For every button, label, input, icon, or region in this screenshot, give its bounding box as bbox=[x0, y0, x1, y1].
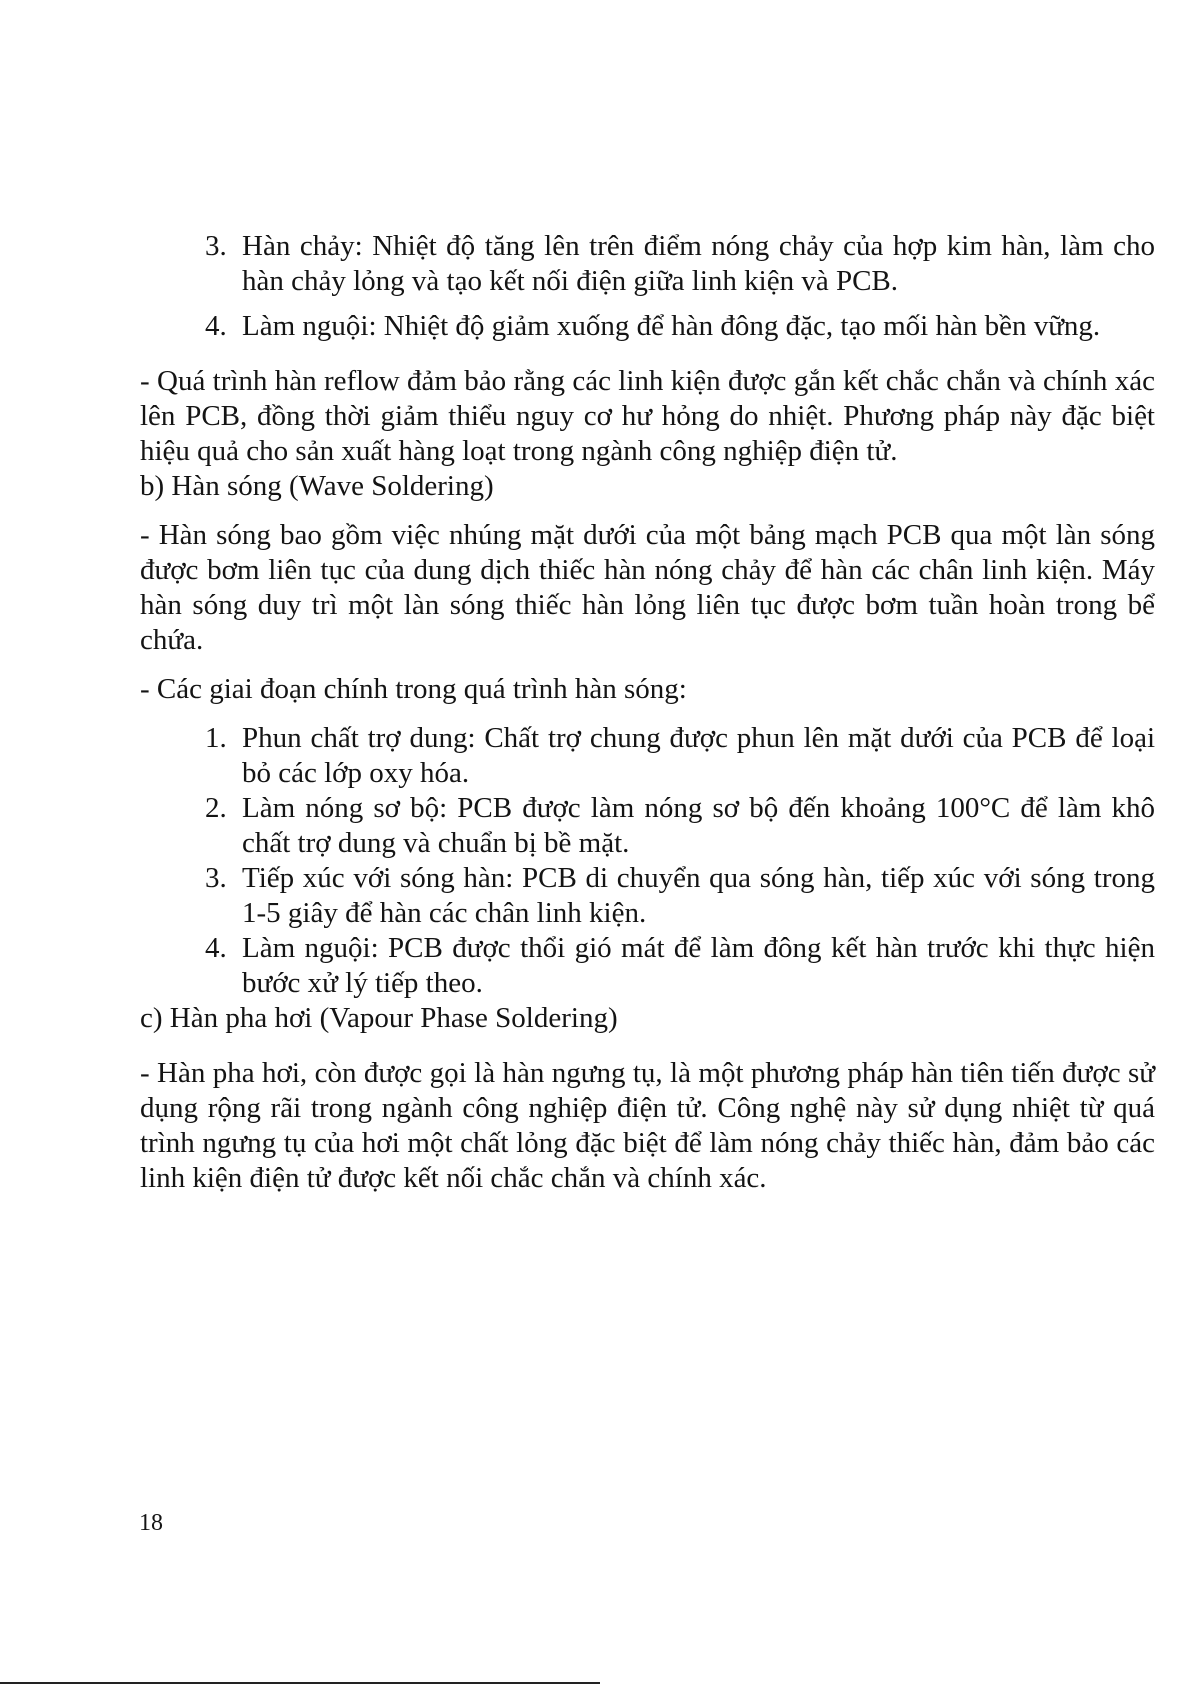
page-content bbox=[140, 229, 1155, 1196]
wave-soldering-heading: b) Hàn sóng (Wave Soldering) bbox=[140, 470, 494, 502]
list-number: 4. bbox=[205, 310, 227, 342]
list-item bbox=[140, 861, 1155, 931]
page-number: 18 bbox=[139, 1510, 163, 1536]
wave-intro-paragraph: - Hàn sóng bao gồm việc nhúng mặt dưới của một bảng mạch PCB qua một làn sóng được bơm liên tục của dung dịch thiếc hàn nóng chảy để hàn các chân linh kiện. Máy hàn sóng duy trì một làn sóng thiếc hàn lỏng liên tục được bơm tuần hoàn trong bể chứa. bbox=[140, 519, 1155, 656]
wave-steps-list bbox=[140, 721, 1155, 1001]
vapour-phase-heading: c) Hàn pha hơi (Vapour Phase Soldering) bbox=[140, 1002, 618, 1034]
list-number: 1. bbox=[205, 722, 227, 754]
list-number: 3. bbox=[205, 862, 227, 894]
list-number: 3. bbox=[205, 230, 227, 262]
list-number: 4. bbox=[205, 932, 227, 964]
list-text: Làm nguội: PCB được thổi gió mát để làm đông kết hàn trước khi thực hiện bước xử lý tiếp theo. bbox=[242, 932, 1155, 999]
list-number: 2. bbox=[205, 792, 227, 824]
bottom-divider bbox=[0, 1682, 600, 1684]
reflow-summary-paragraph: - Quá trình hàn reflow đảm bảo rằng các linh kiện được gắn kết chắc chắn và chính xác lên PCB, đồng thời giảm thiểu nguy cơ hư hỏng do nhiệt. Phương pháp này đặc biệt hiệu quả cho sản xuất hàng loạt trong ngành công nghiệp điện tử. bbox=[140, 365, 1155, 467]
list-text: Làm nóng sơ bộ: PCB được làm nóng sơ bộ đến khoảng 100°C để làm khô chất trợ dung và chuẩn bị bề mặt. bbox=[242, 792, 1155, 859]
list-item bbox=[140, 229, 1155, 299]
list-item bbox=[140, 309, 1155, 344]
vapour-intro-paragraph: - Hàn pha hơi, còn được gọi là hàn ngưng tụ, là một phương pháp hàn tiên tiến được sử dụng rộng rãi trong ngành công nghiệp điện tử. Công nghệ này sử dụng nhiệt từ quá trình ngưng tụ của hơi một chất lỏng đặc biệt để làm nóng chảy thiếc hàn, đảm bảo các linh kiện điện tử được kết nối chắc chắn và chính xác. bbox=[140, 1057, 1155, 1194]
list-text: Tiếp xúc với sóng hàn: PCB di chuyển qua sóng hàn, tiếp xúc với sóng trong 1-5 giây để hàn các chân linh kiện. bbox=[242, 862, 1155, 929]
wave-stages-intro: - Các giai đoạn chính trong quá trình hàn sóng: bbox=[140, 673, 687, 705]
list-item bbox=[140, 721, 1155, 791]
list-item bbox=[140, 931, 1155, 1001]
list-item bbox=[140, 791, 1155, 861]
list-text: Hàn chảy: Nhiệt độ tăng lên trên điểm nóng chảy của hợp kim hàn, làm cho hàn chảy lỏng và tạo kết nối điện giữa linh kiện và PCB. bbox=[242, 230, 1155, 297]
list-text: Làm nguội: Nhiệt độ giảm xuống để hàn đông đặc, tạo mối hàn bền vững. bbox=[242, 310, 1101, 342]
reflow-steps-list bbox=[140, 229, 1155, 344]
list-text: Phun chất trợ dung: Chất trợ chung được phun lên mặt dưới của PCB để loại bỏ các lớp oxy hóa. bbox=[242, 722, 1155, 789]
